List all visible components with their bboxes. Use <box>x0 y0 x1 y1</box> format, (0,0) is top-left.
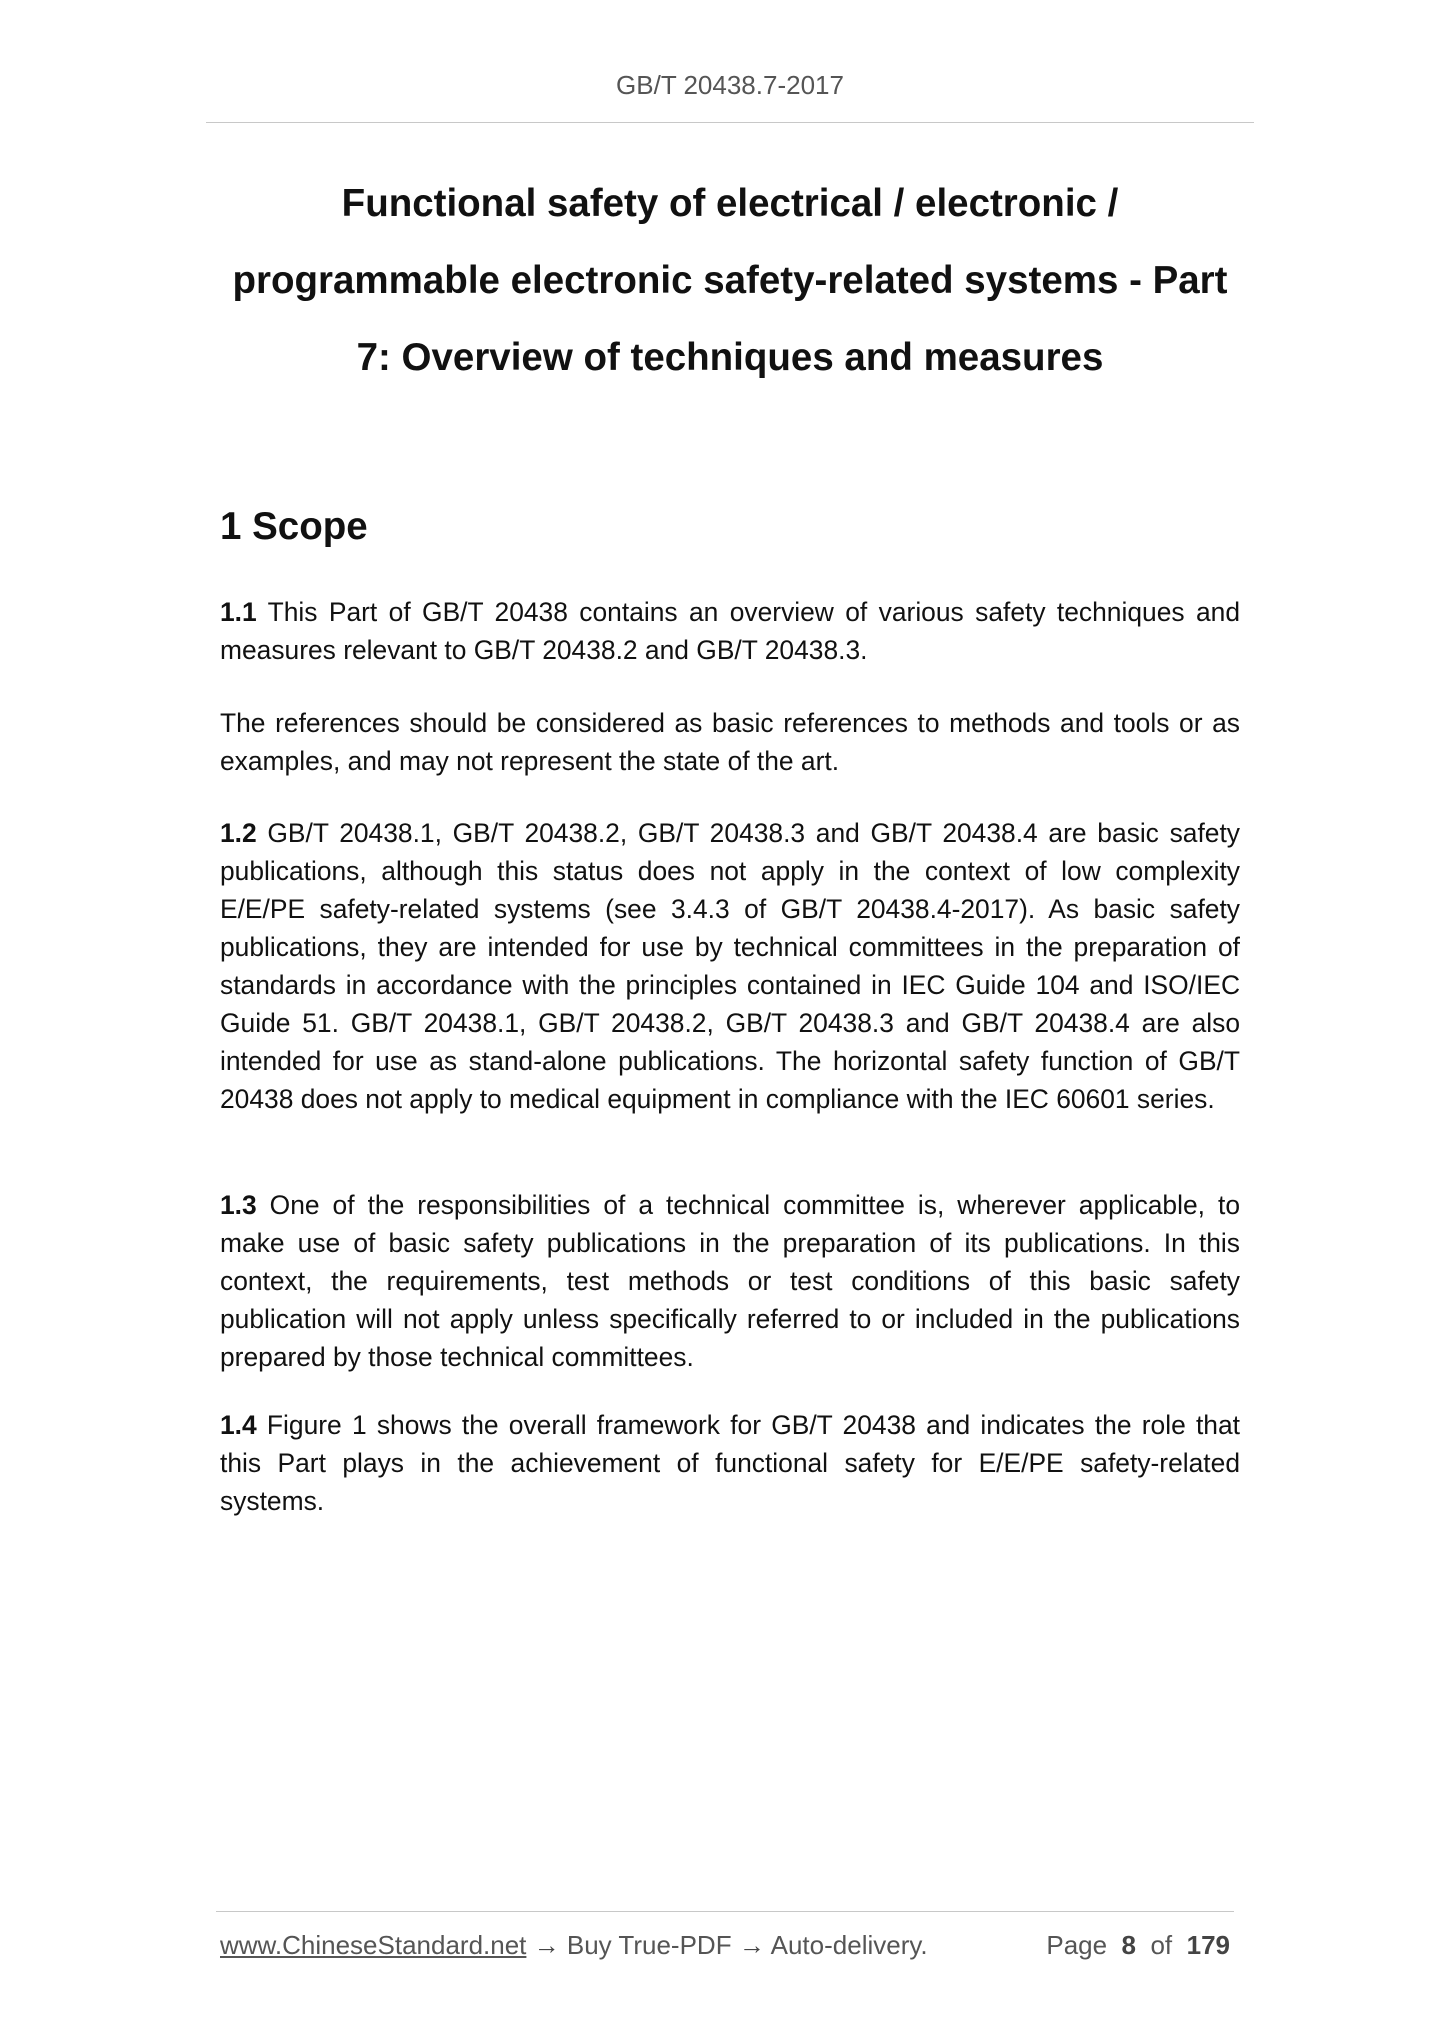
paragraph-text: One of the responsibilities of a technical committee is, wherever applicable, to make use of basic safety publications in the preparation of its publications. In this context, the requirements, test methods or test conditions of this basic safety publication will not apply unless specifically referred to or included in the publications prepared by those technical committees. <box>220 1190 1240 1372</box>
title-line-1: Functional safety of electrical / electronic / <box>341 182 1119 225</box>
clause-number: 1.4 <box>220 1410 257 1440</box>
website-link[interactable]: www.ChineseStandard.net <box>220 1930 527 1960</box>
paragraph-references <box>220 704 1240 780</box>
page-of-label: of <box>1150 1930 1173 1960</box>
arrow-right-icon: → <box>533 1930 560 1960</box>
paragraph-text: The references should be considered as basic references to methods and tools or as examples, and may not represent the state of the art. <box>220 708 1240 776</box>
clause-number: 1.1 <box>220 597 257 627</box>
current-page-number: 8 <box>1121 1930 1137 1960</box>
buy-pdf-text: Buy True-PDF <box>566 1930 732 1960</box>
arrow-right-icon: → <box>738 1930 765 1960</box>
paragraph-text: GB/T 20438.1, GB/T 20438.2, GB/T 20438.3 and GB/T 20438.4 are basic safety publications, although this status does not apply in the context of low complexity E/E/PE safety-related systems (see 3.4.3 of GB/T 20438.4-2017). As basic safety publications, they are intended for use by technical committees in the preparation of standards in accordance with the principles contained in IEC Guide 104 and ISO/IEC Guide 51. GB/T 20438.1, GB/T 20438.2, GB/T 20438.3 and GB/T 20438.4 are also intended for use as stand-alone publications. The horizontal safety function of GB/T 20438 does not apply to medical equipment in compliance with the IEC 60601 series. <box>220 818 1240 1114</box>
footer-divider <box>216 1911 1234 1912</box>
page-indicator <box>1046 1930 1230 1961</box>
paragraph-1-4 <box>220 1406 1240 1520</box>
page-label: Page <box>1046 1930 1108 1960</box>
paragraph-text: Figure 1 shows the overall framework for GB/T 20438 and indicates the role that this Part plays in the achievement of functional safety for E/E/PE safety-related systems. <box>220 1410 1240 1516</box>
paragraph-1-3 <box>220 1186 1240 1376</box>
clause-number: 1.2 <box>220 818 257 848</box>
header-divider <box>206 122 1254 123</box>
document-code-header: GB/T 20438.7-2017 <box>616 70 844 100</box>
paragraph-1-1 <box>220 593 1240 669</box>
clause-number: 1.3 <box>220 1190 257 1220</box>
title-line-3: 7: Overview of techniques and measures <box>356 336 1104 379</box>
total-pages-number: 179 <box>1186 1930 1230 1960</box>
auto-delivery-text: Auto-delivery. <box>770 1930 928 1960</box>
document-title <box>206 165 1254 396</box>
paragraph-1-2 <box>220 814 1240 1118</box>
title-line-2: programmable electronic safety-related systems - Part <box>232 259 1228 302</box>
paragraph-text: This Part of GB/T 20438 contains an overview of various safety techniques and measures relevant to GB/T 20438.2 and GB/T 20438.3. <box>220 597 1240 665</box>
section-heading-scope: 1 Scope <box>220 505 368 548</box>
page-footer <box>220 1930 1230 1961</box>
